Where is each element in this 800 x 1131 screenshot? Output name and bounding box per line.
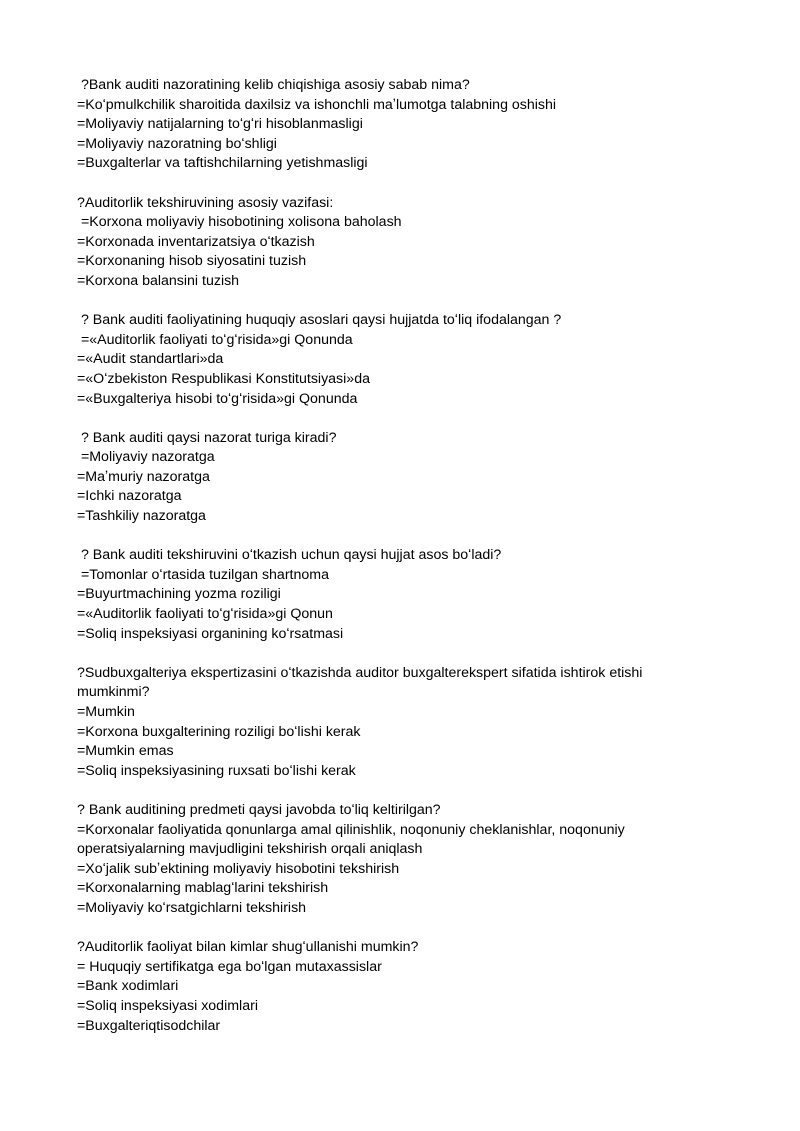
question-text: ? Bank auditi qaysi nazorat turiga kiradi? bbox=[77, 429, 337, 446]
answer-option: =Ichki nazoratga bbox=[77, 488, 182, 505]
answer-option: =Soliq inspeksiyasi xodimlari bbox=[77, 997, 258, 1014]
answer-option: =Moliyaviy nazoratning boʻshligi bbox=[77, 135, 277, 152]
answer-option: =«Auditorlik faoliyati toʻgʻrisida»gi Qonun bbox=[77, 606, 333, 623]
question-block bbox=[77, 664, 717, 782]
answer-option: =Korxonalar faoliyatida qonunlarga amal qilinishlik, noqonuniy cheklanishlar, noqonuniy operatsiyalarning mavjudligini tekshirish orqali aniqlash bbox=[77, 821, 629, 858]
answer-option: =Soliq inspeksiyasi organining koʻrsatmasi bbox=[77, 625, 344, 642]
answer-option: =Buxgalteriqtisodchilar bbox=[77, 1017, 221, 1034]
answer-option: =Korxonalarning mablagʻlarini tekshirish bbox=[77, 880, 329, 897]
question-block bbox=[77, 429, 717, 527]
question-block bbox=[77, 546, 717, 644]
question-text: ?Sudbuxgalteriya ekspertizasini oʻtkazishda auditor buxgalterekspert sifatida ishtirok etishi mumkinmi? bbox=[77, 664, 647, 701]
answer-option: = Huquqiy sertifikatga ega boʻlgan mutaxassislar bbox=[77, 958, 382, 975]
answer-option: =Korxona balansini tuzish bbox=[77, 272, 240, 289]
answer-option: =«Buxgalteriya hisobi toʻgʻrisida»gi Qonunda bbox=[77, 390, 358, 407]
question-text: ? Bank auditi faoliyatining huquqiy asoslari qaysi hujjatda toʻliq ifodalangan ? bbox=[77, 312, 562, 329]
answer-option: =Soliq inspeksiyasining ruxsati boʻlishi kerak bbox=[77, 762, 356, 779]
answer-option: =Moliyaviy nazoratga bbox=[77, 449, 215, 466]
answer-option: =«Audit standartlari»da bbox=[77, 351, 224, 368]
answer-option: =Bank xodimlari bbox=[77, 978, 179, 995]
question-text: ? Bank auditining predmeti qaysi javobda toʻliq keltirilgan? bbox=[77, 801, 441, 818]
document-page bbox=[77, 76, 717, 1056]
answer-option: =«Oʻzbekiston Respublikasi Konstitutsiyasi»da bbox=[77, 370, 370, 387]
answer-option: =Tomonlar oʻrtasida tuzilgan shartnoma bbox=[77, 566, 329, 583]
answer-option: =Korxona buxgalterining roziligi boʻlishi kerak bbox=[77, 723, 361, 740]
answer-option: =Koʻpmulkchilik sharoitida daxilsiz va ishonchli maʼlumotga talabning oshishi bbox=[77, 96, 557, 113]
answer-option: =Xoʻjalik subʼektining moliyaviy hisobotini tekshirish bbox=[77, 860, 400, 877]
answer-option: =Korxona moliyaviy hisobotining xolisona baholash bbox=[77, 214, 402, 231]
answer-option: =Moliyaviy koʻrsatgichlarni tekshirish bbox=[77, 899, 307, 916]
answer-option: =Tashkiliy nazoratga bbox=[77, 508, 206, 525]
answer-option: =Buxgalterlar va taftishchilarning yetishmasligi bbox=[77, 155, 368, 172]
question-block bbox=[77, 801, 717, 919]
answer-option: =Mumkin emas bbox=[77, 743, 174, 760]
answer-option: =«Auditorlik faoliyati toʻgʻrisida»gi Qonunda bbox=[77, 331, 353, 348]
question-block bbox=[77, 194, 717, 292]
question-text: ? Bank auditi tekshiruvini oʻtkazish uchun qaysi hujjat asos boʻladi? bbox=[77, 547, 502, 564]
answer-option: =Mumkin bbox=[77, 704, 135, 720]
answer-option: =Maʼmuriy nazoratga bbox=[77, 468, 210, 485]
question-text: ?Auditorlik faoliyat bilan kimlar shugʻullanishi mumkin? bbox=[77, 939, 419, 956]
answer-option: =Moliyaviy natijalarning toʻgʻri hisoblanmasligi bbox=[77, 116, 363, 133]
question-block bbox=[77, 311, 717, 409]
question-block bbox=[77, 938, 717, 1036]
answer-option: =Korxonaning hisob siyosatini tuzish bbox=[77, 253, 307, 270]
question-text: ?Auditorlik tekshiruvining asosiy vazifasi: bbox=[77, 194, 334, 211]
answer-option: =Buyurtmachining yozma roziligi bbox=[77, 586, 281, 603]
question-block bbox=[77, 76, 717, 174]
answer-option: =Korxonada inventarizatsiya oʻtkazish bbox=[77, 233, 315, 250]
question-text: ?Bank auditi nazoratining kelib chiqishiga asosiy sabab nima? bbox=[77, 77, 470, 93]
